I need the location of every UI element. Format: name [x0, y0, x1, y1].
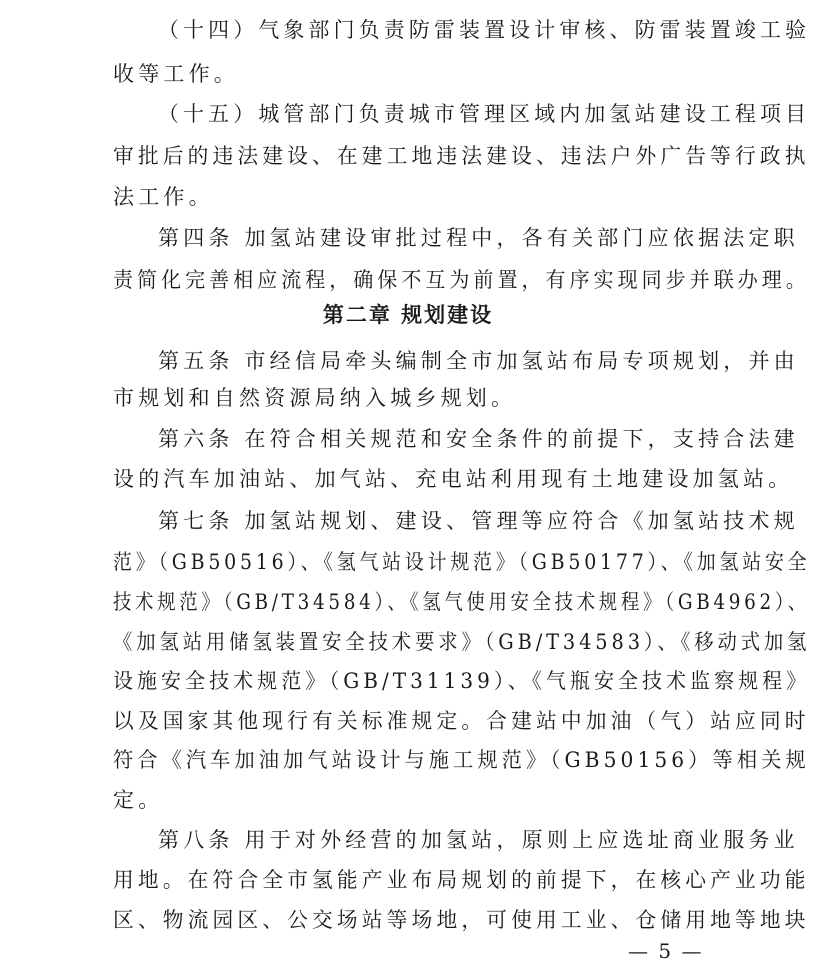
text-line: 审批后的违法建设、在建工地违法建设、违法户外广告等行政执 [113, 144, 810, 168]
text-line: 区、物流园区、公交场站等场地，可使用工业、仓储用地等地块 [113, 908, 810, 932]
text-line: 法工作。 [113, 185, 214, 209]
text-line: 第六条 在符合相关规范和安全条件的前提下，支持合法建 [158, 427, 799, 451]
text-line: 技术规范》（GB/T34584）、《氢气使用安全技术规程》（GB4962）、 [113, 590, 810, 614]
text-line: 第七条 加氢站规划、建设、管理等应符合《加氢站技术规 [158, 509, 799, 533]
page-number: — 5 — [628, 939, 704, 963]
text-line: （十四）气象部门负责防雷装置设计审核、防雷装置竣工验 [158, 18, 811, 42]
text-line: 定。 [113, 788, 164, 812]
text-line: 设的汽车加油站、加气站、充电站利用现有土地建设加氢站。 [113, 467, 794, 491]
text-line: 第八条 用于对外经营的加氢站，原则上应选址商业服务业 [158, 828, 799, 852]
text-line: （十五）城管部门负责城市管理区域内加氢站建设工程项目 [158, 102, 811, 126]
chapter-heading: 第二章 规划建设 [322, 303, 494, 327]
text-line: 《加氢站用储氢装置安全技术要求》（GB/T34583）、《移动式加氢 [113, 630, 811, 654]
text-line: 责简化完善相应流程，确保不互为前置，有序实现同步并联办理。 [113, 268, 810, 292]
text-line: 市规划和自然资源局纳入城乡规划。 [113, 386, 517, 410]
text-line: 以及国家其他现行有关标准规定。合建站中加油（气）站应同时 [113, 709, 810, 733]
text-line: 范》（GB50516）、《氢气站设计规范》（GB50177）、《加氢站安全 [113, 550, 811, 574]
text-line: 收等工作。 [113, 62, 239, 86]
text-line: 第五条 市经信局牵头编制全市加氢站布局专项规划，并由 [158, 349, 799, 373]
text-line: 第四条 加氢站建设审批过程中，各有关部门应依据法定职 [158, 226, 799, 250]
text-line: 符合《汽车加油加气站设计与施工规范》（GB50156）等相关规 [113, 748, 810, 772]
text-line: 用地。在符合全市氢能产业布局规划的前提下，在核心产业功能 [113, 868, 810, 892]
text-line: 设施安全技术规范》（GB/T31139）、《气瓶安全技术监察规程》 [113, 669, 811, 693]
